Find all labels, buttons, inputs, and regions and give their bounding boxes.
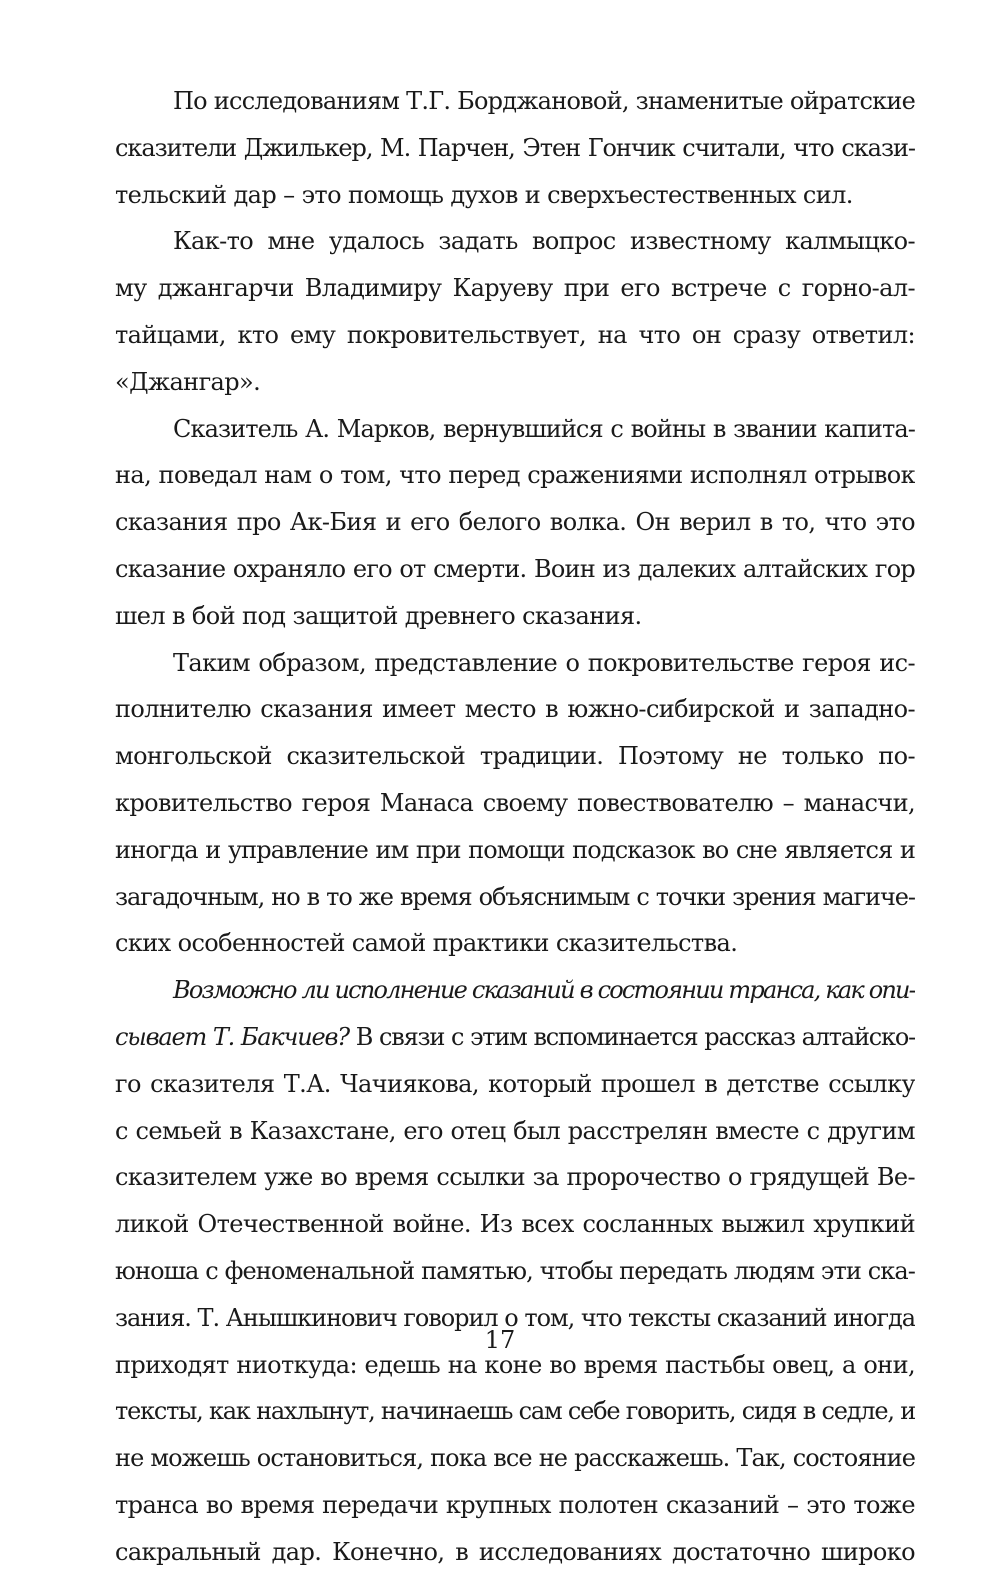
text-line: зания. Т. Анышкинович говорил о том, что тексты сказаний иногда: [115, 1303, 915, 1332]
text-line: [115, 1014, 915, 1061]
text-line: По исследованиям Т.Г. Борджановой, знаменитые ойратские: [173, 87, 915, 115]
text-line: шел в бой под защитой древнего сказания.: [115, 601, 642, 630]
text-line: ских особенностей самой практики сказительства.: [115, 929, 738, 958]
page-number: 17: [484, 1326, 516, 1354]
text-line-rest: В связи с этим вспоминается рассказ алтайско-: [348, 1022, 915, 1051]
text-line: с семьей в Казахстане, его отец был расстрелян вместе с другим: [115, 1116, 915, 1145]
text-line: сказители Джилькер, М. Парчен, Этен Гончик считали, что скази-: [115, 133, 915, 162]
text-line: кровительство героя Манаса своему повествователю – манасчи,: [115, 788, 915, 817]
text-line: сказание охраняло его от смерти. Воин из далеких алтайских гор: [115, 554, 915, 583]
text-line: Как-то мне удалось задать вопрос известному калмыцко-: [173, 227, 915, 256]
paragraph: [115, 640, 915, 968]
text-line: приходят ниоткуда: едешь на коне во время пастьбы овец, а они,: [115, 1350, 915, 1379]
text-line: монгольской сказительской традиции. Поэтому не только по-: [115, 742, 915, 771]
text-line: не можешь остановиться, пока все не расскажешь. Так, состояние: [115, 1444, 915, 1473]
text-line: иногда и управление им при помощи подсказок во сне является и: [115, 835, 915, 864]
text-line: тельский дар – это помощь духов и сверхъестественных сил.: [115, 180, 853, 209]
text-line: тайцами, кто ему покровительствует, на что он сразу ответил:: [115, 320, 915, 349]
text-line: полнителю сказания имеет место в южно-сибирской и западно-: [115, 695, 915, 724]
text-line: сакральный дар. Конечно, в исследованиях достаточно широко: [115, 1537, 915, 1566]
text-line: «Джангар».: [115, 367, 261, 396]
text-line: сказителем уже во время ссылки за пророчество о грядущей Ве-: [115, 1163, 915, 1192]
text-line: сказания про Ак-Бия и его белого волка. Он верил в то, что это: [115, 508, 915, 537]
paragraph: [115, 406, 915, 640]
text-line: ликой Отечественной войне. Из всех сосланных выжил хрупкий: [115, 1210, 915, 1239]
text-line: Таким образом, представление о покровительстве героя ис-: [173, 648, 915, 677]
italic-question-line: Возможно ли исполнение сказаний в состоянии транса, как опи-: [173, 976, 915, 1005]
text-line: транса во время передачи крупных полотен сказаний – это тоже: [115, 1490, 915, 1519]
text-line: Сказитель А. Марков, вернувшийся с войны в звании капита-: [173, 414, 915, 443]
text-line: го сказителя Т.А. Чачиякова, который прошел в детстве ссылку: [115, 1069, 915, 1098]
text-line: юноша с феноменальной памятью, чтобы передать людям эти ска-: [115, 1256, 915, 1285]
text-line: му джангарчи Владимиру Каруеву при его встрече с горно-ал-: [115, 274, 915, 303]
paragraph: [115, 967, 915, 1575]
text-line: загадочным, но в то же время объяснимым с точки зрения магиче-: [115, 882, 915, 911]
paragraph: [115, 218, 915, 405]
text-line: тексты, как нахлынут, начинаешь сам себе говорить, сидя в седле, и: [115, 1397, 915, 1426]
italic-question-end: сывает Т. Бакчиев?: [115, 1022, 349, 1051]
paragraph: [115, 78, 915, 218]
text-line: на, поведал нам о том, что перед сражениями исполнял отрывок: [115, 461, 915, 490]
